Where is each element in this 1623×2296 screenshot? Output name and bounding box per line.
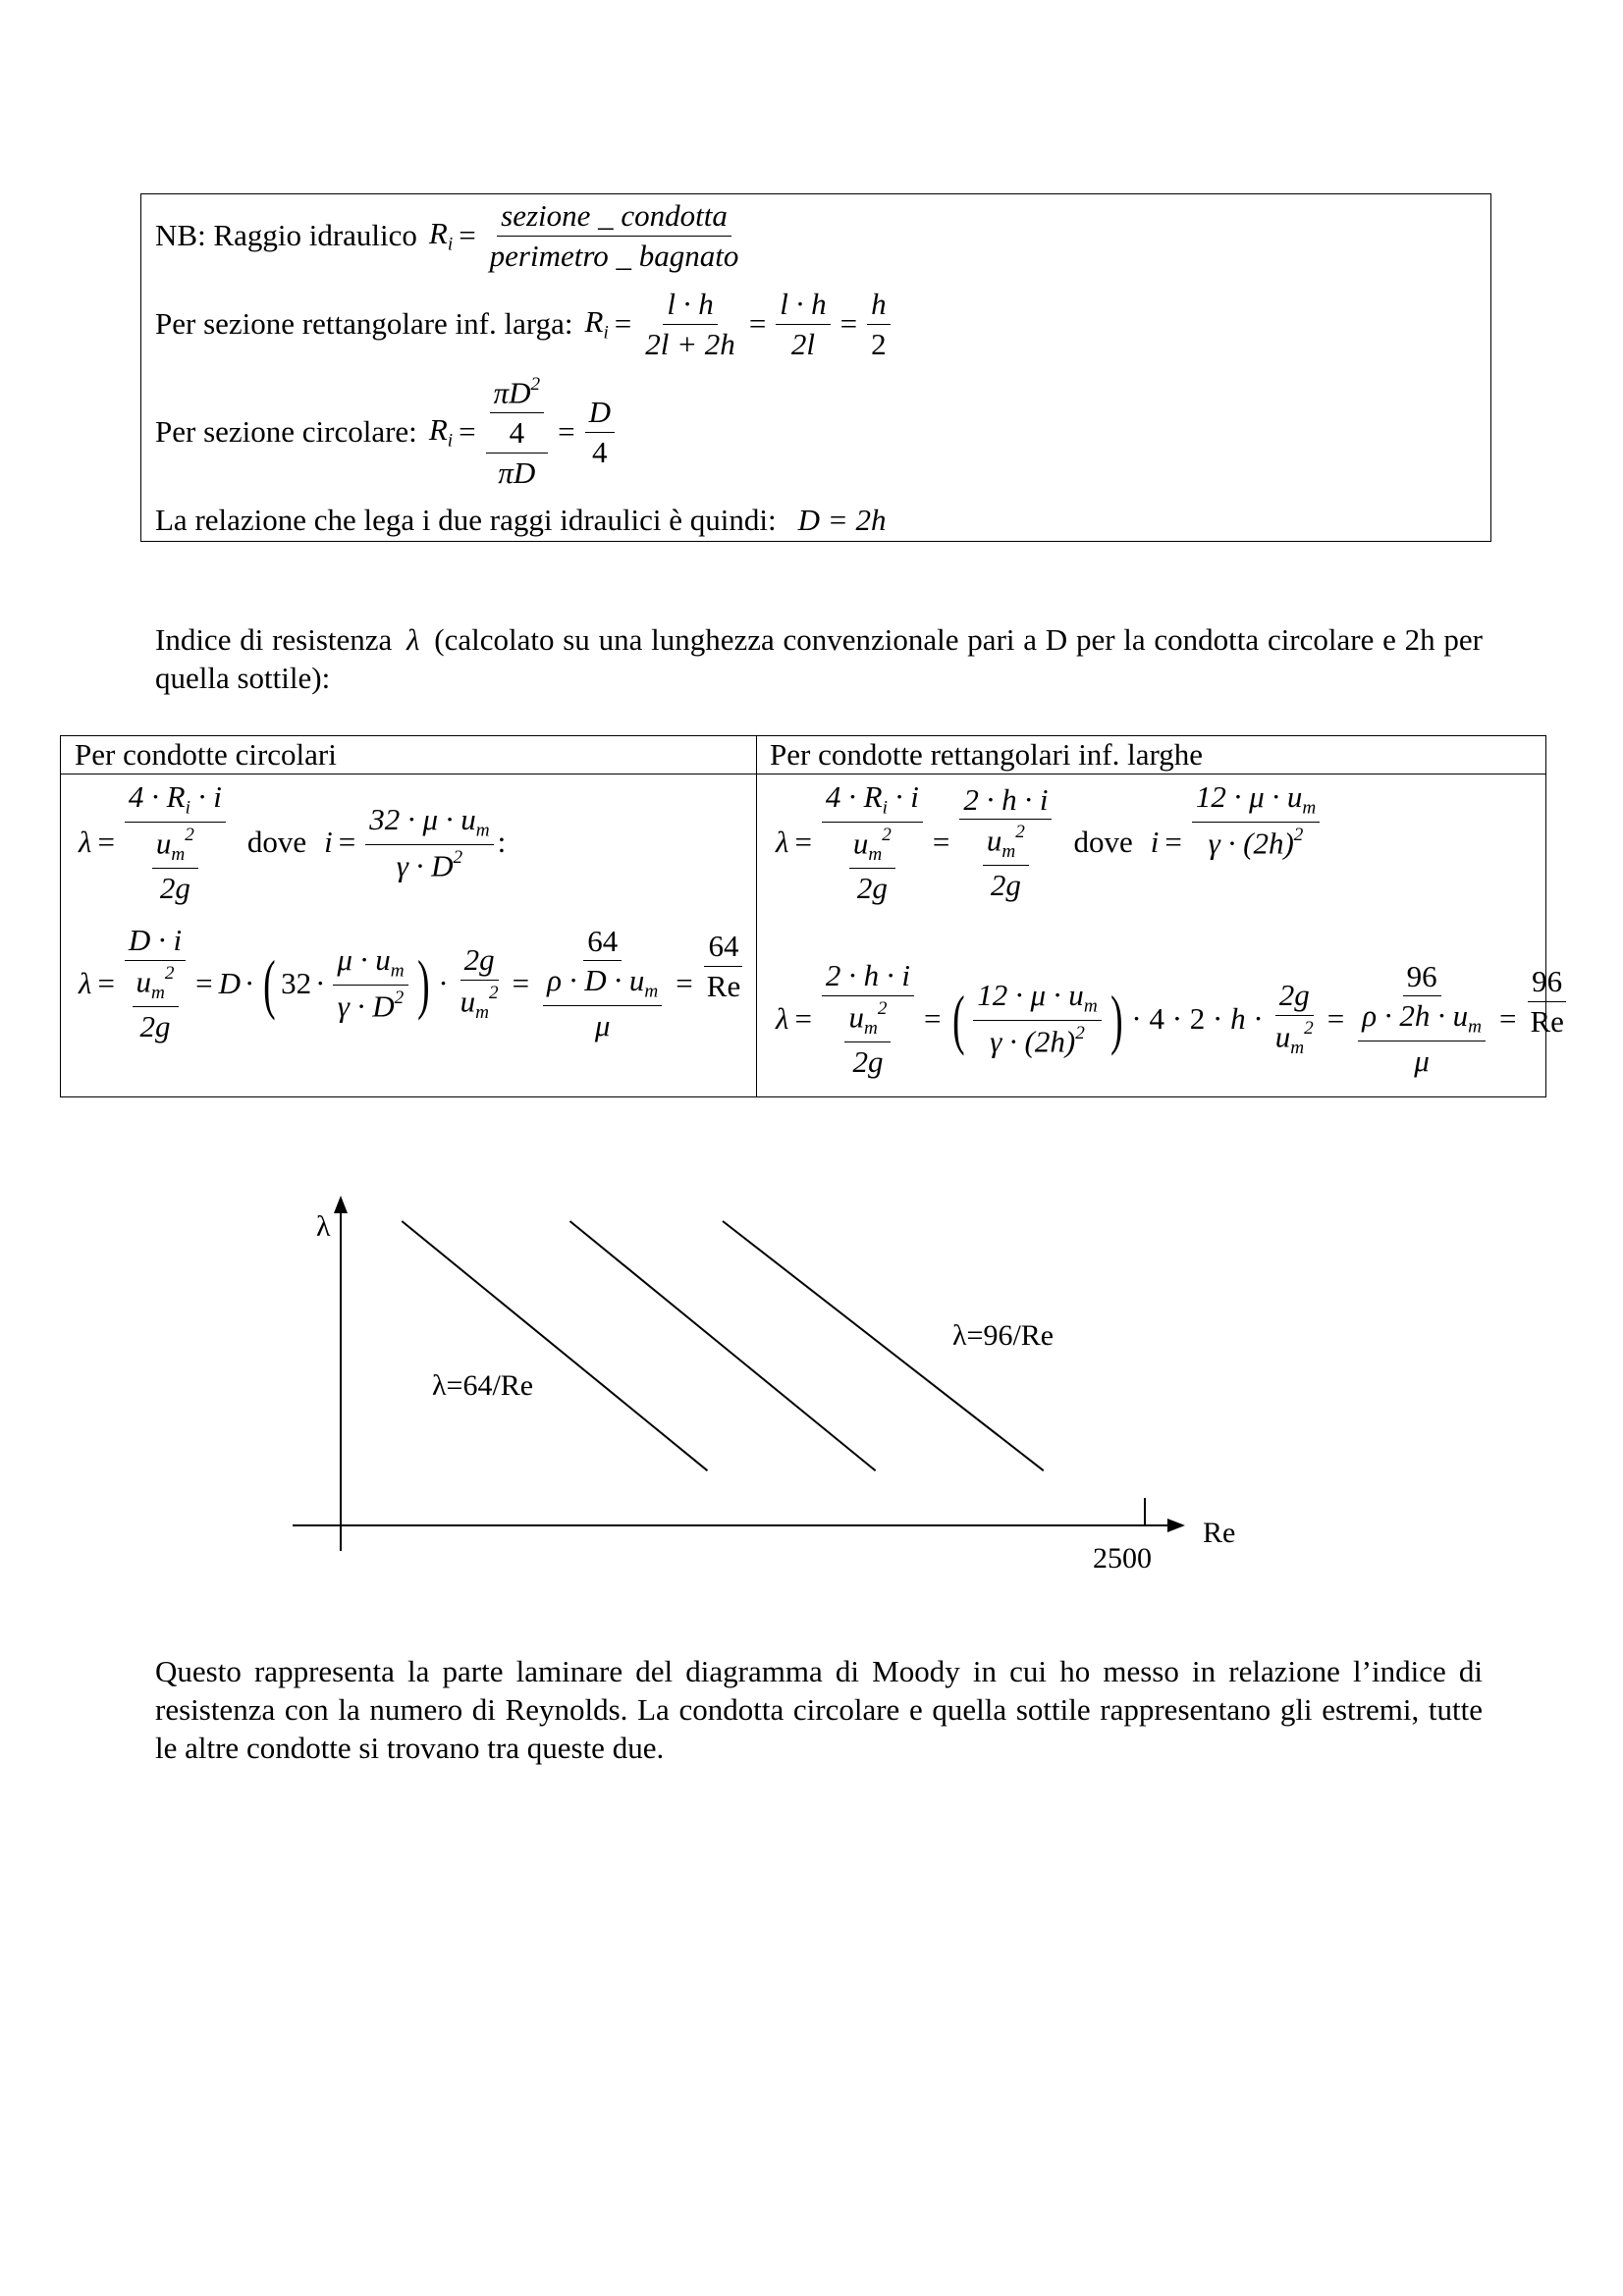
annotation-64-re: λ=64/Re <box>432 1369 534 1402</box>
rectangular-formula-2: λ = $\frac{2 \cdot h \cdot i}{\frac{u_m^2}{2g}}$ = ( $\frac{12 \cdot \mu \cdot u_m}{\gamma \cdot (2h)^2}$ ) · 4 · 2 · h · $\frac{2g}{u_m^2}$ = $\frac{96}{\frac{\rho \cdot 2h \cdot u_m}{\mu}}$ = $\frac{96}{Re}$ <box>776 958 1572 1080</box>
nb-label: NB: Raggio idraulico <box>155 218 417 253</box>
y-axis-label: λ <box>316 1210 331 1243</box>
y-axis-arrow <box>334 1196 348 1213</box>
intro-paragraph: Indice di resistenza λ (calcolato su una lunghezza convenzionale pari a D per la condotta circolare e 2h per quella sottile): <box>155 622 1483 695</box>
x-axis-arrow <box>1167 1519 1185 1532</box>
circ-section-label: Per sezione circolare: <box>155 414 417 450</box>
ri-symbol: $R_i$ <box>428 215 454 255</box>
rect-section-label: Per sezione rettangolare inf. larga: <box>155 306 573 342</box>
hydraulic-radius-box <box>140 193 1491 542</box>
nb-line-3: Per sezione circolare: $R_i$ = $\frac{\frac{\pi D^2}{4}}{\pi D}$ = $\frac{D}{4}$ <box>155 374 619 490</box>
ri-definition-fraction: $\frac{\text{sezione \_ condotta}}{\text{perimetro \_ bagnato}}$ <box>489 198 739 273</box>
series-line-2 <box>569 1221 875 1470</box>
col-header-rectangular: Per condotte rettangolari inf. larghe <box>770 737 1204 772</box>
col-header-circular: Per condotte circolari <box>75 737 337 772</box>
nb-line-1: NB: Raggio idraulico $R_i$ = $\frac{\text{sezione \_ condotta}}{\text{perimetro \_ bagnato}}$ <box>155 198 746 273</box>
lambda-symbol: λ <box>406 622 420 657</box>
x-tick-label: 2500 <box>1093 1542 1152 1575</box>
nb-line-4: La relazione che lega i due raggi idraulici è quindi: D = 2h <box>155 503 887 537</box>
rectangular-formula-1: λ = $\frac{4 \cdot R_i \cdot i}{\frac{u_m^2}{2g}}$ = $\frac{2 \cdot h \cdot i}{\frac{u_m^2}{2g}}$ dove i = $\frac{12 \cdot \mu \cdot u_m}{\gamma \cdot (2h)^2}$ <box>776 779 1324 906</box>
closing-paragraph: Questo rappresenta la parte laminare del diagramma di Moody in cui ho messo in relazione l’indice di resistenza con la numero di Reynolds. La condotta circolare e quella sottile rappresentano gli estremi, tutte le altre condotte si trovano tra queste due. <box>155 1654 1483 1765</box>
diameter-relation: D = 2h <box>797 503 887 537</box>
circular-formula-1: λ = $\frac{4 \cdot R_i \cdot i}{\frac{u_m^2}{2g}}$ dove i = $\frac{32 \cdot \mu \cdot u_m}{\gamma \cdot D^2}$ : <box>79 779 507 906</box>
nb-line-2: Per sezione rettangolare inf. larga: $R_i$ = $\frac{l \cdot h}{2l + 2h}$ = $\frac{l \cdot h}{2l}$ = $\frac{h}{2}$ <box>155 287 894 361</box>
x-axis-label: Re <box>1203 1517 1236 1549</box>
resistance-index-table <box>60 735 1564 1097</box>
circular-formula-2: λ = $\frac{D \cdot i}{\frac{u_m^2}{2g}}$ = D · ( 32 · $\frac{\mu \cdot u_m}{\gamma \cdot D^2}$ ) · $\frac{2g}{u_m^2}$ = $\frac{64}{\frac{\rho \cdot D \cdot u_m}{\mu}}$ = $\frac{64}{Re}$ <box>79 923 748 1044</box>
series-line-1 <box>402 1221 707 1470</box>
moody-laminar-chart <box>0 1158 1623 1610</box>
annotation-96-re: λ=96/Re <box>952 1319 1055 1352</box>
